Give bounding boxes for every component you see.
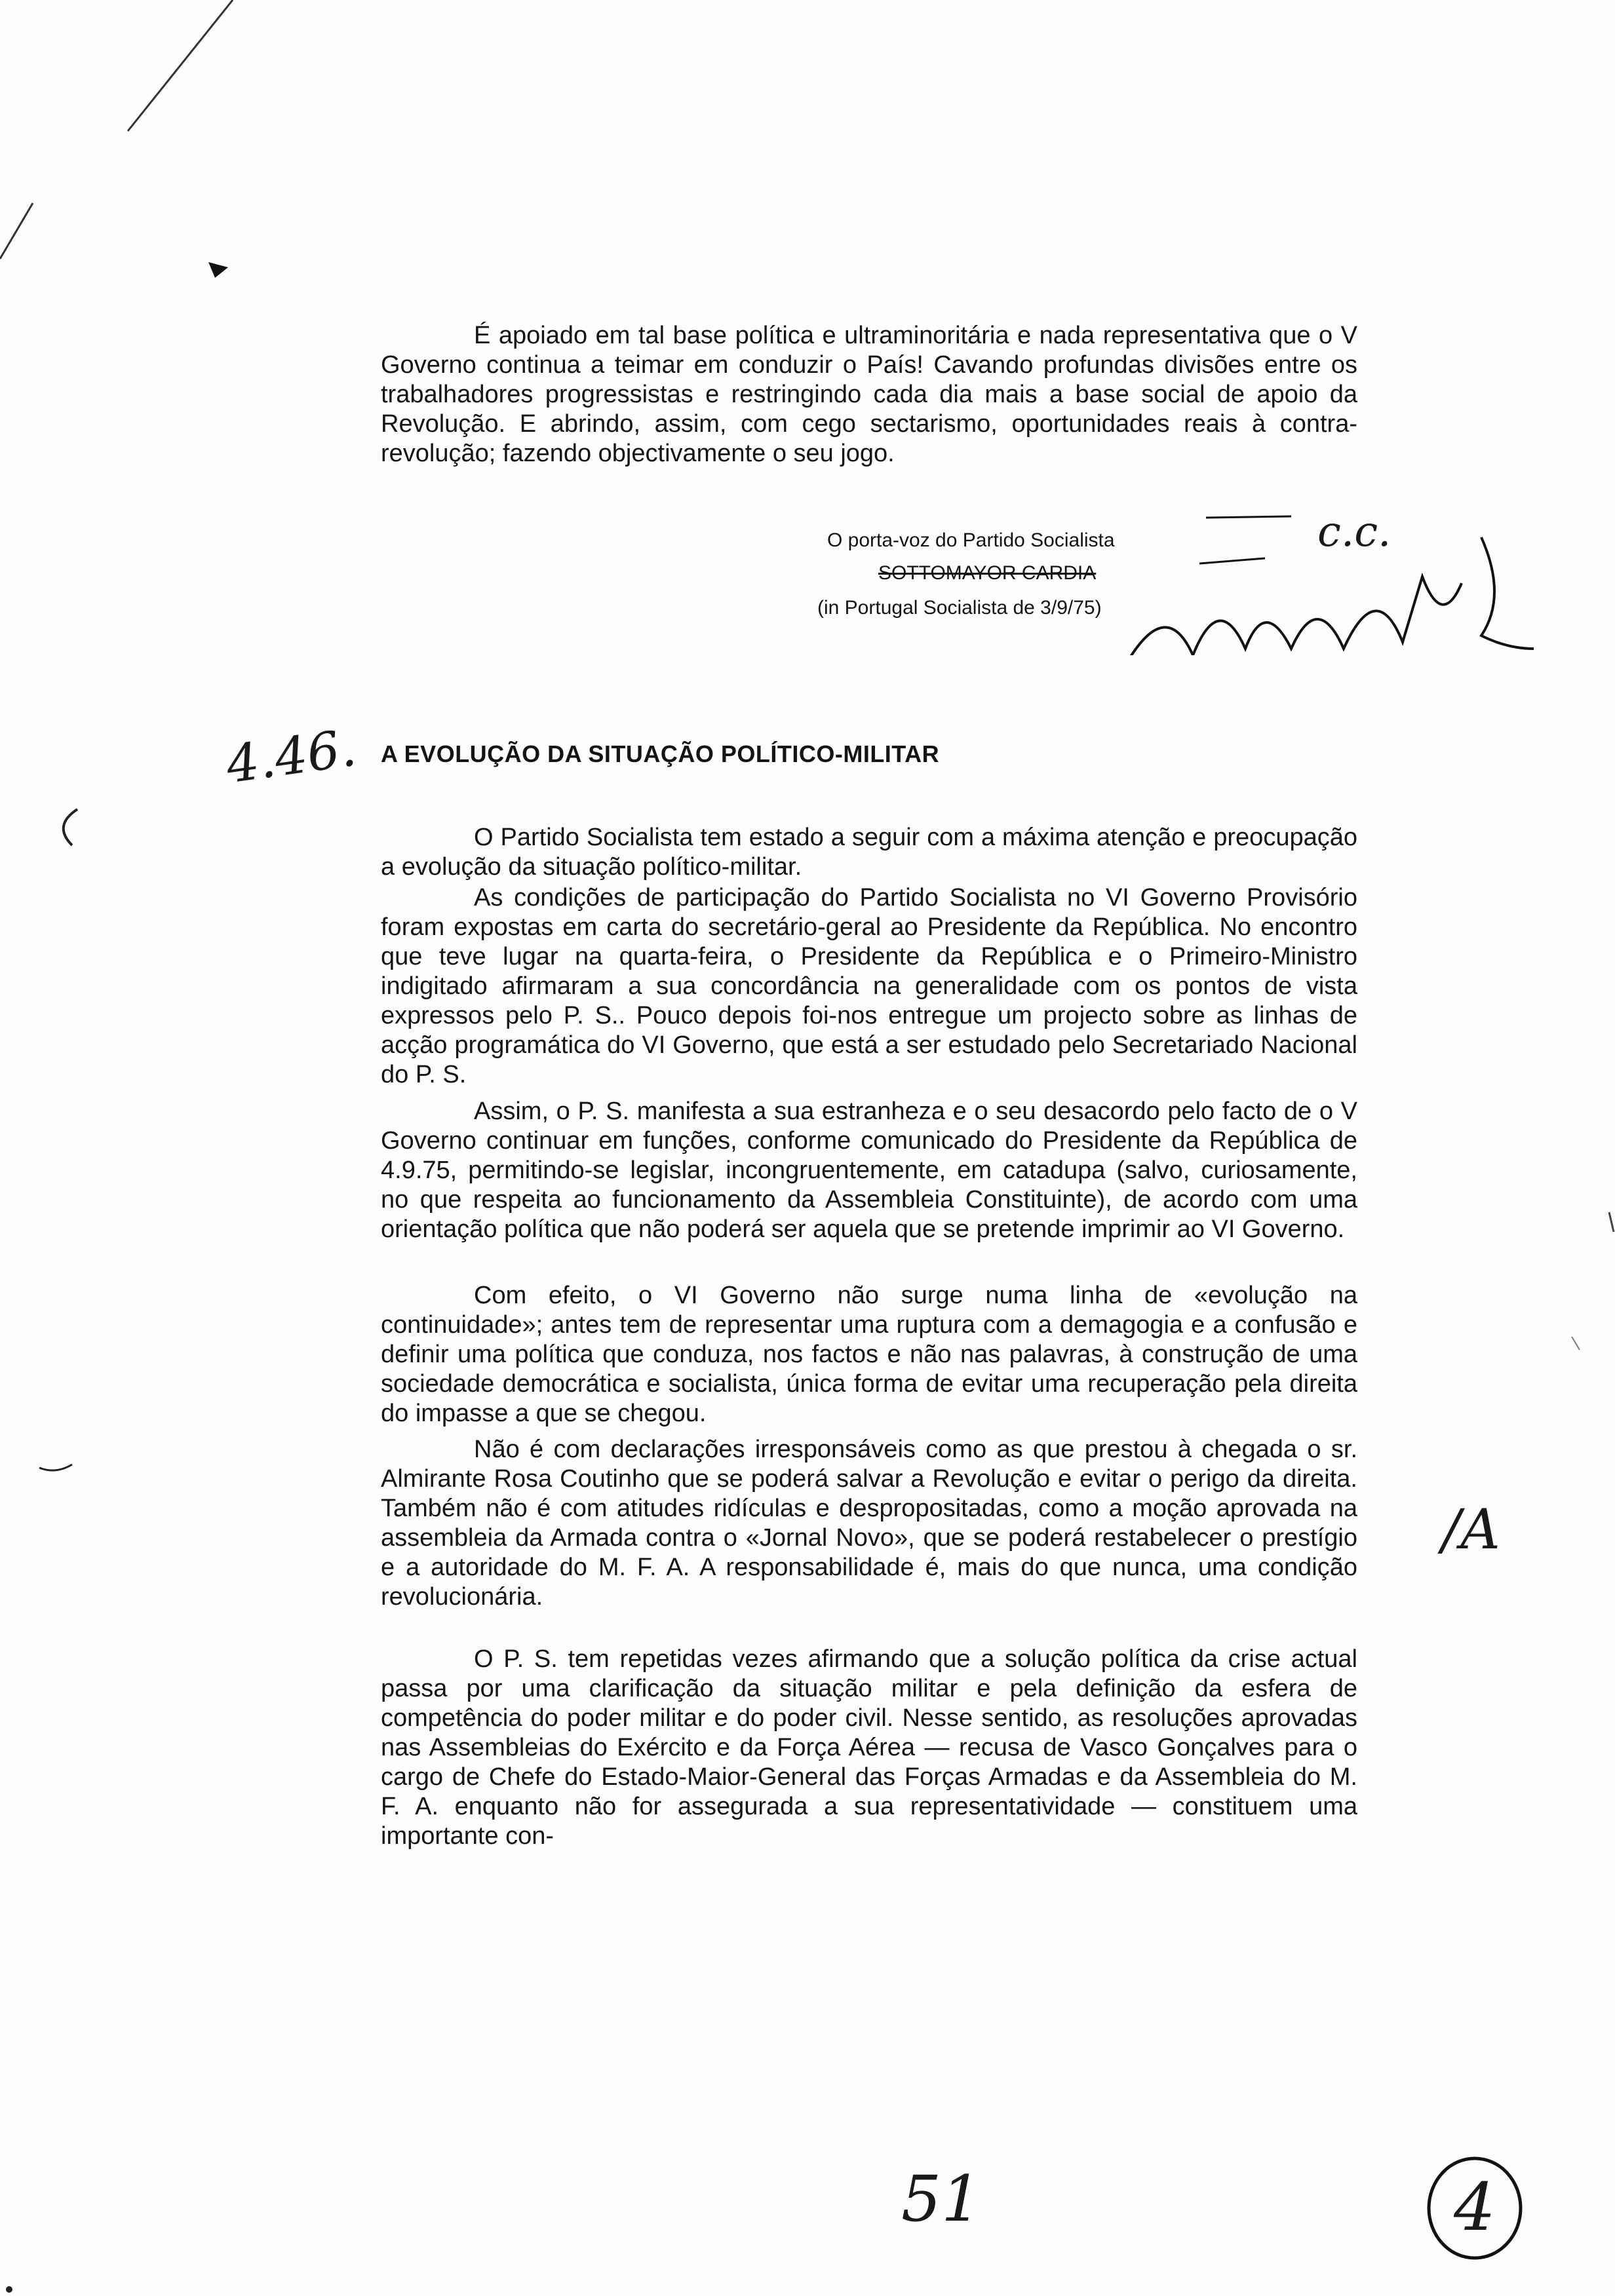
intro-paragraph: É apoiado em tal base política e ultraminoritária e nada representativa que o V Governo continua a teimar em conduzir o País! Cavando profundas divisões entre os trabalhadores progressistas e restringindo cada dia mais a base social de apoio da Revolução. E abrindo, assim, com cego sectarismo, oportunidades reais à contra-revolução; fazendo objectivamente o seu jogo. (381, 322, 1357, 467)
body-paragraph-2: As condições de participação do Partido Socialista no VI Governo Provisório foram expostas em carta do secretário-geral ao Presidente da República. No encontro que teve lugar na quarta-feira, o Presidente da República e o Primeiro-Ministro indigitado afirmaram a sua concordância na generalidade com os pontos de vista expressos pelo P. S.. Pouco depois foi-nos entregue um projecto sobre as linhas de acção programática do VI Governo, que está a ser estudado pelo Secretariado Nacional do P. S. (381, 884, 1357, 1088)
body-paragraph-3: Assim, o P. S. manifesta a sua estranheza e o seu desacordo pelo facto de o V Governo continuar em funções, conforme comunicado do Presidente da República de 4.9.75, permitindo-se legislar, incongruentemente, em catadupa (salvo, curiosamente, no que respeita ao funcionamento da Assembleia Constituinte), de acordo com uma orientação política que não poderá ser aquela que se pretende imprimir ao VI Governo. (381, 1098, 1357, 1243)
handwritten-page-number: 51 (901, 2162, 982, 2236)
handwritten-cc-note: c.c. (1317, 508, 1391, 556)
signature-role: O porta-voz do Partido Socialista (827, 529, 1115, 551)
signature-name: SOTTOMAYOR CARDIA (878, 562, 1097, 584)
body-paragraph-6: O P. S. tem repetidas vezes afirmando que a solução política da crise actual passa por uma clarificação da situação militar e pela definição da esfera de competência do poder militar e do poder civil. Nesse sentido, as resoluções aprovadas nas Assembleias do Exército e da Força Aérea — recusa de Vasco Gonçalves para o cargo de Chefe do Estado-Maior-General das Forças Armadas e da Assembleia do M. F. A. enquanto não for assegurada a sua representatividade — constituem uma importante con- (381, 1645, 1357, 1850)
handwritten-margin-mark: /A (1442, 1497, 1500, 1561)
handwritten-circled-number: 4 (1454, 2169, 1496, 2246)
body-paragraph-4: Com efeito, o VI Governo não surge numa linha de «evolução na continuidade»; antes tem de representar uma ruptura com a demagogia e a confusão e definir uma política que conduza, nos factos e não nas palavras, à construção de uma sociedade democrática e socialista, única forma de evitar uma recuperação pela direita do impasse a que se chegou. (381, 1282, 1357, 1427)
signature-source: (in Portugal Socialista de 3/9/75) (817, 597, 1102, 619)
handwritten-margin-number: 4.46. (222, 718, 360, 795)
body-paragraph-5: Não é com declarações irresponsáveis como as que prestou à chegada o sr. Almirante Rosa Coutinho que se poderá salvar a Revolução e evitar o perigo da direita. Também não é com atitudes ridículas e despropositadas, como a moção aprovada na assembleia da Armada contra o «Jornal Novo», que se poderá restabelecer o prestígio e a autoridade do M. F. A. A responsabilidade é, mais do que nunca, uma condição revolucionária. (381, 1436, 1357, 1611)
body-paragraph-1: O Partido Socialista tem estado a seguir com a máxima atenção e preocupação a evolução da situação político-militar. (381, 824, 1357, 881)
section-title: A EVOLUÇÃO DA SITUAÇÃO POLÍTICO-MILITAR (381, 740, 940, 767)
